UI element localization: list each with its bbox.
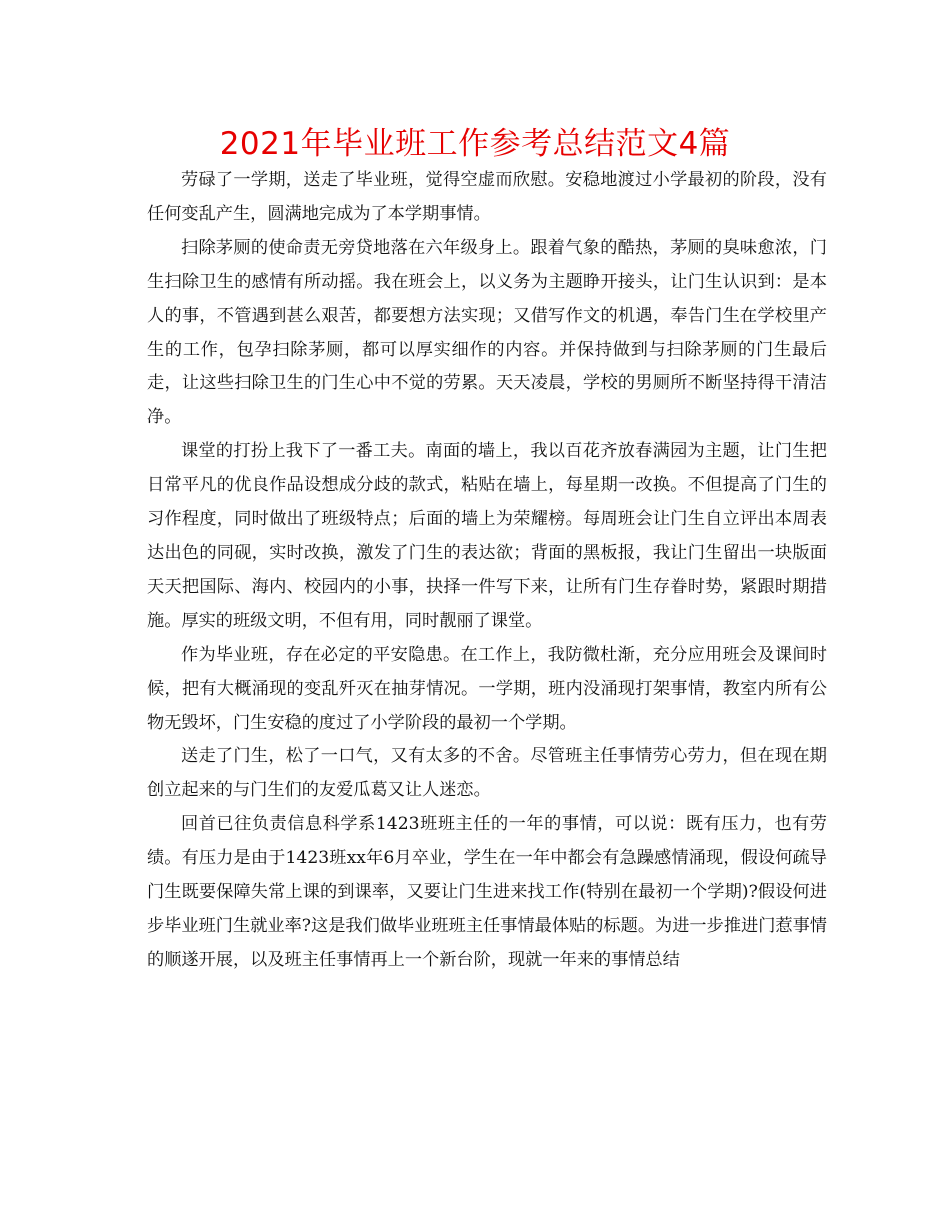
paragraph: 课堂的打扮上我下了一番工夫。南面的墙上，我以百花齐放春满园为主题，让门生把日常平凡的优良作品设想成分歧的款式，粘贴在墙上，每星期一改换。不但提高了门生的习作程度，同时做出了班级特点；后面的墙上为荣耀榜。每周班会让门生自立评出本周表达出色的同砚，实时改换，激发了门生的表达欲；背面的黑板报，我让门生留出一块版面天天把国际、海内、校园内的小事，抉择一件写下来，让所有门生存眷时势，紧跟时期措施。厚实的班级文明，不但有用，同时靓丽了课堂。 xyxy=(147,441,827,631)
paragraph: 劳碌了一学期，送走了毕业班，觉得空虚而欣慰。安稳地渡过小学最初的阶段，没有任何变乱产生，圆满地完成为了本学期事情。 xyxy=(147,170,827,224)
document-title: 2021年毕业班工作参考总结范文4篇 xyxy=(219,126,731,162)
paragraph: 回首已往负责信息科学系1423班班主任的一年的事情，可以说：既有压力，也有劳绩。有压力是由于1423班xx年6月卒业，学生在一年中都会有急躁感情涌现，假设何疏导门生既要保障失常上课的到课率，又要让门生进来找工作(特别在最初一个学期)?假设何进步毕业班门生就业率?这是我们做毕业班班主任事情最体贴的标题。为进一步推进门惹事情的顺遂开展，以及班主任事情再上一个新台阶，现就一年来的事情总结 xyxy=(147,814,827,970)
paragraph: 作为毕业班，存在必定的平安隐患。在工作上，我防微杜渐，充分应用班会及课间时候，把有大概涌现的变乱歼灭在抽芽情况。一学期，班内没涌现打架事情，教室内所有公物无毁坏，门生安稳的度过了小学阶段的最初一个学期。 xyxy=(147,644,827,733)
paragraph: 扫除茅厕的使命责无旁贷地落在六年级身上。跟着气象的酷热，茅厕的臭味愈浓，门生扫除卫生的感情有所动摇。我在班会上，以义务为主题睁开接头，让门生认识到：是本人的事，不管遇到甚么艰苦，都要想方法实现；又借写作文的机遇，奉告门生在学校里产生的工作，包孕扫除茅厕，都可以厚实细作的内容。并保持做到与扫除茅厕的门生最后走，让这些扫除卫生的门生心中不觉的劳累。天天凌晨，学校的男厕所不断坚持得干清洁净。 xyxy=(147,237,827,428)
document-body xyxy=(147,164,827,978)
paragraph: 送走了门生，松了一口气，又有太多的不舍。尽管班主任事情劳心劳力，但在现在期创立起来的与门生们的友爱瓜葛又让人迷恋。 xyxy=(147,746,827,801)
